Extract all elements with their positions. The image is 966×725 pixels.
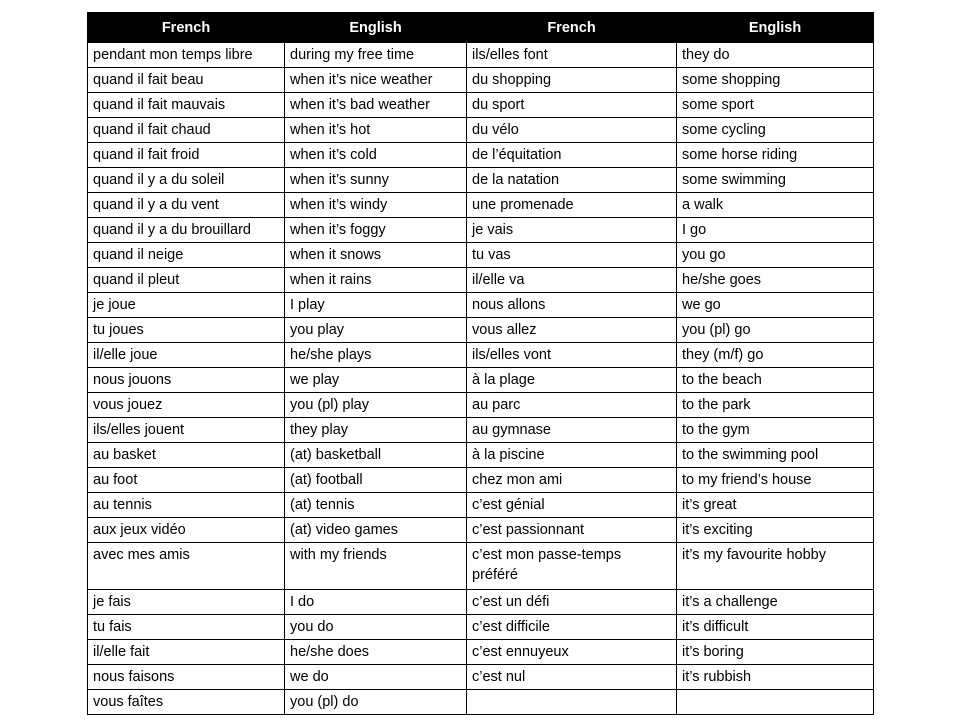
cell-french-2: du shopping — [467, 68, 677, 93]
cell-french-2: je vais — [467, 218, 677, 243]
header-english-2: English — [677, 13, 874, 43]
cell-english-2: some sport — [677, 93, 874, 118]
cell-french-2: du sport — [467, 93, 677, 118]
cell-english-1: when it’s nice weather — [285, 68, 467, 93]
cell-english-2: it’s rubbish — [677, 665, 874, 690]
cell-english-1: (at) tennis — [285, 493, 467, 518]
table-row — [88, 118, 874, 143]
table-header — [88, 13, 874, 43]
cell-english-2: you go — [677, 243, 874, 268]
cell-english-1: with my friends — [285, 543, 467, 590]
cell-french-1: vous jouez — [88, 393, 285, 418]
cell-french-1: au basket — [88, 443, 285, 468]
cell-english-2: to my friend’s house — [677, 468, 874, 493]
cell-english-1: when it’s foggy — [285, 218, 467, 243]
cell-french-2: ils/elles vont — [467, 343, 677, 368]
cell-french-1: tu fais — [88, 615, 285, 640]
cell-english-2: to the swimming pool — [677, 443, 874, 468]
table-row — [88, 243, 874, 268]
cell-english-2: to the park — [677, 393, 874, 418]
table-row — [88, 343, 874, 368]
table-row — [88, 68, 874, 93]
cell-english-1: we play — [285, 368, 467, 393]
cell-english-1: I do — [285, 590, 467, 615]
cell-english-2: it’s exciting — [677, 518, 874, 543]
table-row — [88, 543, 874, 590]
cell-english-1: when it’s hot — [285, 118, 467, 143]
cell-french-1: avec mes amis — [88, 543, 285, 590]
cell-english-1: you (pl) do — [285, 690, 467, 715]
cell-french-1: au foot — [88, 468, 285, 493]
cell-english-2: you (pl) go — [677, 318, 874, 343]
table-row — [88, 168, 874, 193]
cell-english-2: he/she goes — [677, 268, 874, 293]
cell-english-1: when it rains — [285, 268, 467, 293]
cell-french-2: vous allez — [467, 318, 677, 343]
cell-french-1: tu joues — [88, 318, 285, 343]
cell-french-1: quand il y a du vent — [88, 193, 285, 218]
table-row — [88, 268, 874, 293]
cell-french-1: il/elle joue — [88, 343, 285, 368]
cell-english-2: a walk — [677, 193, 874, 218]
cell-french-1: je fais — [88, 590, 285, 615]
cell-english-2: it’s my favourite hobby — [677, 543, 874, 590]
cell-english-2: they do — [677, 43, 874, 68]
cell-french-1: nous jouons — [88, 368, 285, 393]
table-row — [88, 193, 874, 218]
cell-english-2: to the gym — [677, 418, 874, 443]
cell-english-1: we do — [285, 665, 467, 690]
cell-french-1: vous faîtes — [88, 690, 285, 715]
vocabulary-table — [87, 12, 874, 715]
header-french-1: French — [88, 13, 285, 43]
cell-french-1: pendant mon temps libre — [88, 43, 285, 68]
cell-english-1: when it’s sunny — [285, 168, 467, 193]
table-row — [88, 293, 874, 318]
cell-french-2 — [467, 690, 677, 715]
cell-french-1: nous faisons — [88, 665, 285, 690]
cell-french-1: quand il fait mauvais — [88, 93, 285, 118]
table-row — [88, 143, 874, 168]
cell-english-2: some horse riding — [677, 143, 874, 168]
cell-english-2: to the beach — [677, 368, 874, 393]
table-row — [88, 518, 874, 543]
cell-french-2: une promenade — [467, 193, 677, 218]
cell-french-2: tu vas — [467, 243, 677, 268]
table-row — [88, 218, 874, 243]
cell-french-2: nous allons — [467, 293, 677, 318]
cell-english-2: we go — [677, 293, 874, 318]
cell-english-1: when it’s bad weather — [285, 93, 467, 118]
cell-french-2: de l’équitation — [467, 143, 677, 168]
cell-french-2: c’est mon passe-temps préféré — [467, 543, 677, 590]
cell-french-1: ils/elles jouent — [88, 418, 285, 443]
cell-french-1: il/elle fait — [88, 640, 285, 665]
header-english-1: English — [285, 13, 467, 43]
cell-french-1: aux jeux vidéo — [88, 518, 285, 543]
cell-english-2: some swimming — [677, 168, 874, 193]
cell-french-2: au parc — [467, 393, 677, 418]
cell-french-1: quand il fait chaud — [88, 118, 285, 143]
cell-english-2: they (m/f) go — [677, 343, 874, 368]
cell-english-1: (at) basketball — [285, 443, 467, 468]
table-row — [88, 318, 874, 343]
table-row — [88, 665, 874, 690]
cell-english-1: you (pl) play — [285, 393, 467, 418]
cell-french-1: quand il pleut — [88, 268, 285, 293]
table-row — [88, 468, 874, 493]
cell-english-1: when it’s windy — [285, 193, 467, 218]
cell-english-1: you play — [285, 318, 467, 343]
table-row — [88, 418, 874, 443]
cell-french-1: au tennis — [88, 493, 285, 518]
cell-french-1: quand il fait froid — [88, 143, 285, 168]
cell-french-1: quand il fait beau — [88, 68, 285, 93]
cell-english-1: I play — [285, 293, 467, 318]
cell-english-2: it’s a challenge — [677, 590, 874, 615]
cell-french-2: c’est ennuyeux — [467, 640, 677, 665]
cell-french-1: quand il y a du soleil — [88, 168, 285, 193]
table-row — [88, 615, 874, 640]
header-row — [88, 13, 874, 43]
cell-french-2: c’est passionnant — [467, 518, 677, 543]
cell-english-1: when it snows — [285, 243, 467, 268]
header-french-2: French — [467, 13, 677, 43]
table-row — [88, 93, 874, 118]
cell-english-1: when it’s cold — [285, 143, 467, 168]
cell-english-2: it’s difficult — [677, 615, 874, 640]
cell-french-2: à la plage — [467, 368, 677, 393]
cell-french-2: du vélo — [467, 118, 677, 143]
cell-english-1: he/she plays — [285, 343, 467, 368]
cell-french-2: c’est difficile — [467, 615, 677, 640]
cell-english-2: some cycling — [677, 118, 874, 143]
cell-english-1: (at) video games — [285, 518, 467, 543]
cell-english-1: during my free time — [285, 43, 467, 68]
cell-french-2: c’est nul — [467, 665, 677, 690]
cell-french-1: quand il neige — [88, 243, 285, 268]
cell-english-1: (at) football — [285, 468, 467, 493]
cell-english-2: it’s boring — [677, 640, 874, 665]
cell-french-2: c’est génial — [467, 493, 677, 518]
table-body — [88, 43, 874, 715]
table-row — [88, 690, 874, 715]
table-row — [88, 368, 874, 393]
cell-english-2: it’s great — [677, 493, 874, 518]
cell-english-2 — [677, 690, 874, 715]
table-row — [88, 393, 874, 418]
cell-english-2: I go — [677, 218, 874, 243]
cell-french-2: il/elle va — [467, 268, 677, 293]
cell-english-1: you do — [285, 615, 467, 640]
cell-french-1: quand il y a du brouillard — [88, 218, 285, 243]
table-row — [88, 590, 874, 615]
cell-english-1: they play — [285, 418, 467, 443]
cell-french-2: au gymnase — [467, 418, 677, 443]
table-row — [88, 493, 874, 518]
table-row — [88, 443, 874, 468]
cell-french-1: je joue — [88, 293, 285, 318]
cell-french-2: c’est un défi — [467, 590, 677, 615]
cell-english-1: he/she does — [285, 640, 467, 665]
cell-english-2: some shopping — [677, 68, 874, 93]
cell-french-2: de la natation — [467, 168, 677, 193]
cell-french-2: ils/elles font — [467, 43, 677, 68]
cell-french-2: à la piscine — [467, 443, 677, 468]
table-row — [88, 640, 874, 665]
cell-french-2: chez mon ami — [467, 468, 677, 493]
table-row — [88, 43, 874, 68]
